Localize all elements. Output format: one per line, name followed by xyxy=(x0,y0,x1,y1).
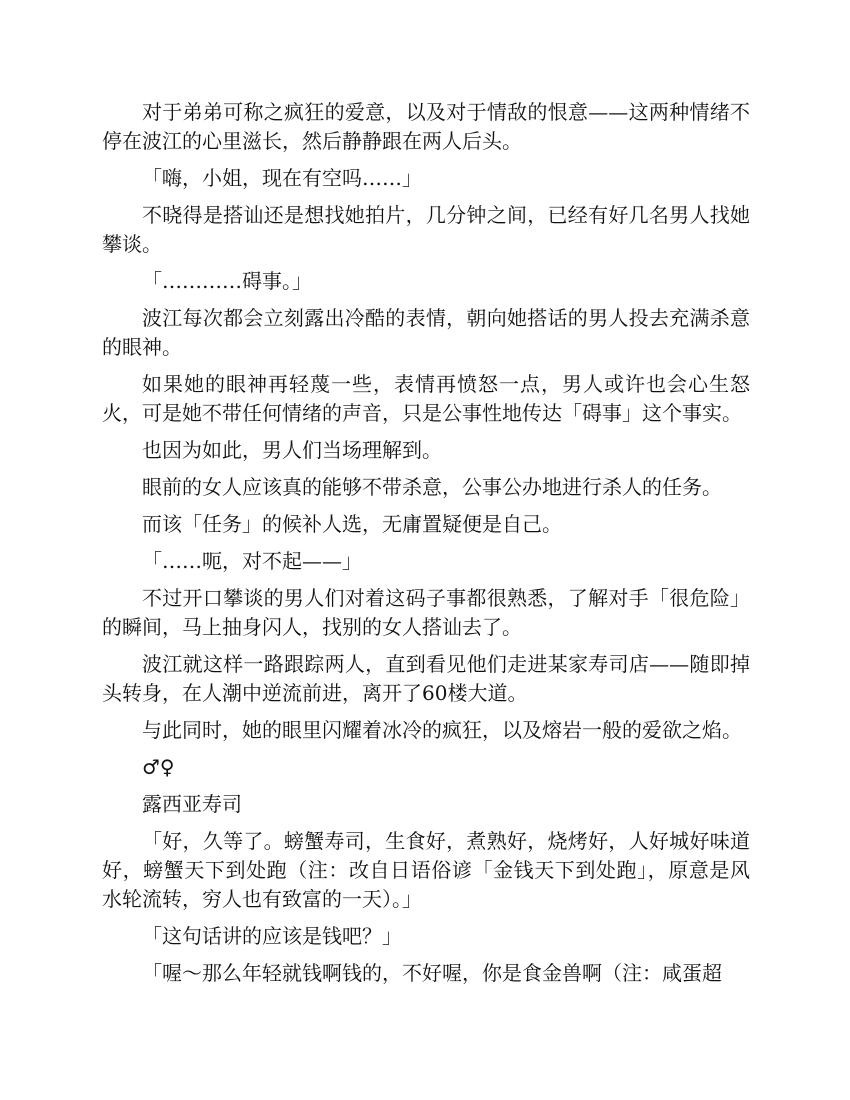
dialogue-line: 「这句话讲的应该是钱吧？」 xyxy=(142,924,402,948)
section-heading: 露西亚寿司 xyxy=(142,792,242,816)
dialogue-line: 「…………碍事。」 xyxy=(142,269,312,293)
paragraph: 而该「任务」的候补人选，无庸置疑便是自己。 xyxy=(142,512,562,536)
paragraph: 眼前的女人应该真的能够不带杀意，公事公办地进行杀人的任务。 xyxy=(142,475,722,499)
dialogue-line: 「喔～那么年轻就钱啊钱的，不好喔，你是食金兽啊（注：咸蛋超 xyxy=(142,961,722,985)
paragraph: 也因为如此，男人们当场理解到。 xyxy=(142,438,442,462)
paragraph: 如果她的眼神再轻蔑一些，表情再愤怒一点，男人或许也会心生怒火，可是她不带任何情绪的声音，只是公事性地传达「碍事」这个事实。 xyxy=(102,372,750,425)
dialogue-line: 「……呃，对不起——」 xyxy=(142,549,362,573)
paragraph: 不过开口攀谈的男人们对着这码子事都很熟悉，了解对手「很危险」的瞬间，马上抽身闪人，找别的女人搭讪去了。 xyxy=(102,586,750,639)
paragraph: 与此同时，她的眼里闪耀着冰冷的疯狂，以及熔岩一般的爱欲之焰。 xyxy=(142,718,742,742)
dialogue-line: 「好，久等了。螃蟹寿司，生食好，煮熟好，烧烤好，人好城好味道好，螃蟹天下到处跑（注：改自日语俗谚「金钱天下到处跑」，原意是风水轮流转，穷人也有致富的一天）。」 xyxy=(102,829,750,911)
paragraph: 对于弟弟可称之疯狂的爱意，以及对于情敌的恨意——这两种情绪不停在波江的心里滋长，然后静静跟在两人后头。 xyxy=(102,100,750,153)
paragraph: 不晓得是搭讪还是想找她拍片，几分钟之间，已经有好几名男人找她攀谈。 xyxy=(102,203,750,256)
dialogue-line: 「嗨，小姐，现在有空吗……」 xyxy=(142,166,422,190)
paragraph: 波江就这样一路跟踪两人，直到看见他们走进某家寿司店——随即掉头转身，在人潮中逆流前进，离开了60楼大道。 xyxy=(102,652,750,705)
paragraph: 波江每次都会立刻露出冷酷的表情，朝向她搭话的男人投去充满杀意的眼神。 xyxy=(102,306,750,359)
document-page xyxy=(102,98,750,988)
scene-break-symbol: ♂♀ xyxy=(142,755,175,779)
